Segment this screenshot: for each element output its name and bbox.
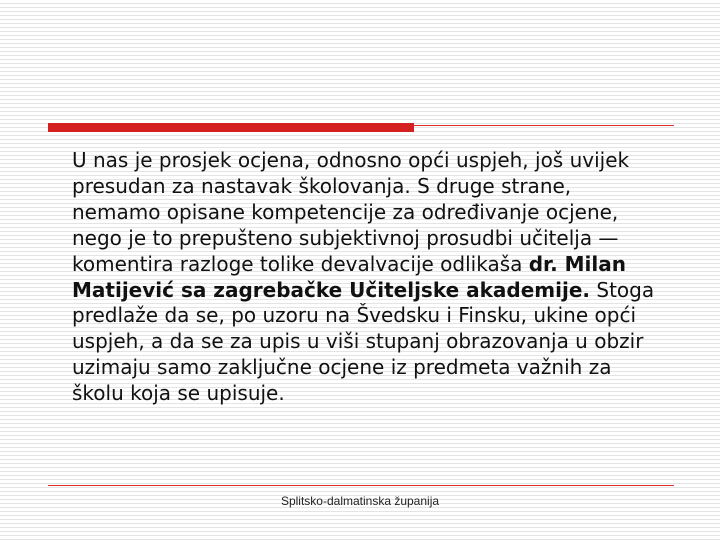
body-paragraph: [72, 148, 664, 407]
paragraph-text-end: Stoga predlaže da se, po uzoru na Švedsku i Finsku, ukine opći uspjeh, a da se za upis u viši stupanj obrazovanja u obzir uzimaju samo zaključne ocjene iz predmeta važnih za školu koja se upisuje.: [72, 277, 655, 406]
bottom-divider-line: [48, 485, 674, 486]
top-accent-bar: [48, 123, 414, 132]
paragraph-text-start: U nas je prosjek ocjena, odnosno opći uspjeh, još uvijek presudan za nastavak školovanja. S druge strane, nemamo opisane kompetencije za određivanje ocjene, nego je to prepušteno subjektivnoj prosudbi učitelja — komentira razloge tolike devalvacije odlikaša: [72, 148, 630, 276]
footer-text: Splitsko-dalmatinska županija: [280, 494, 440, 508]
paragraph-bold-attribution: dr. Milan Matijević sa zagrebačke Učiteljske akademije.: [72, 251, 626, 302]
